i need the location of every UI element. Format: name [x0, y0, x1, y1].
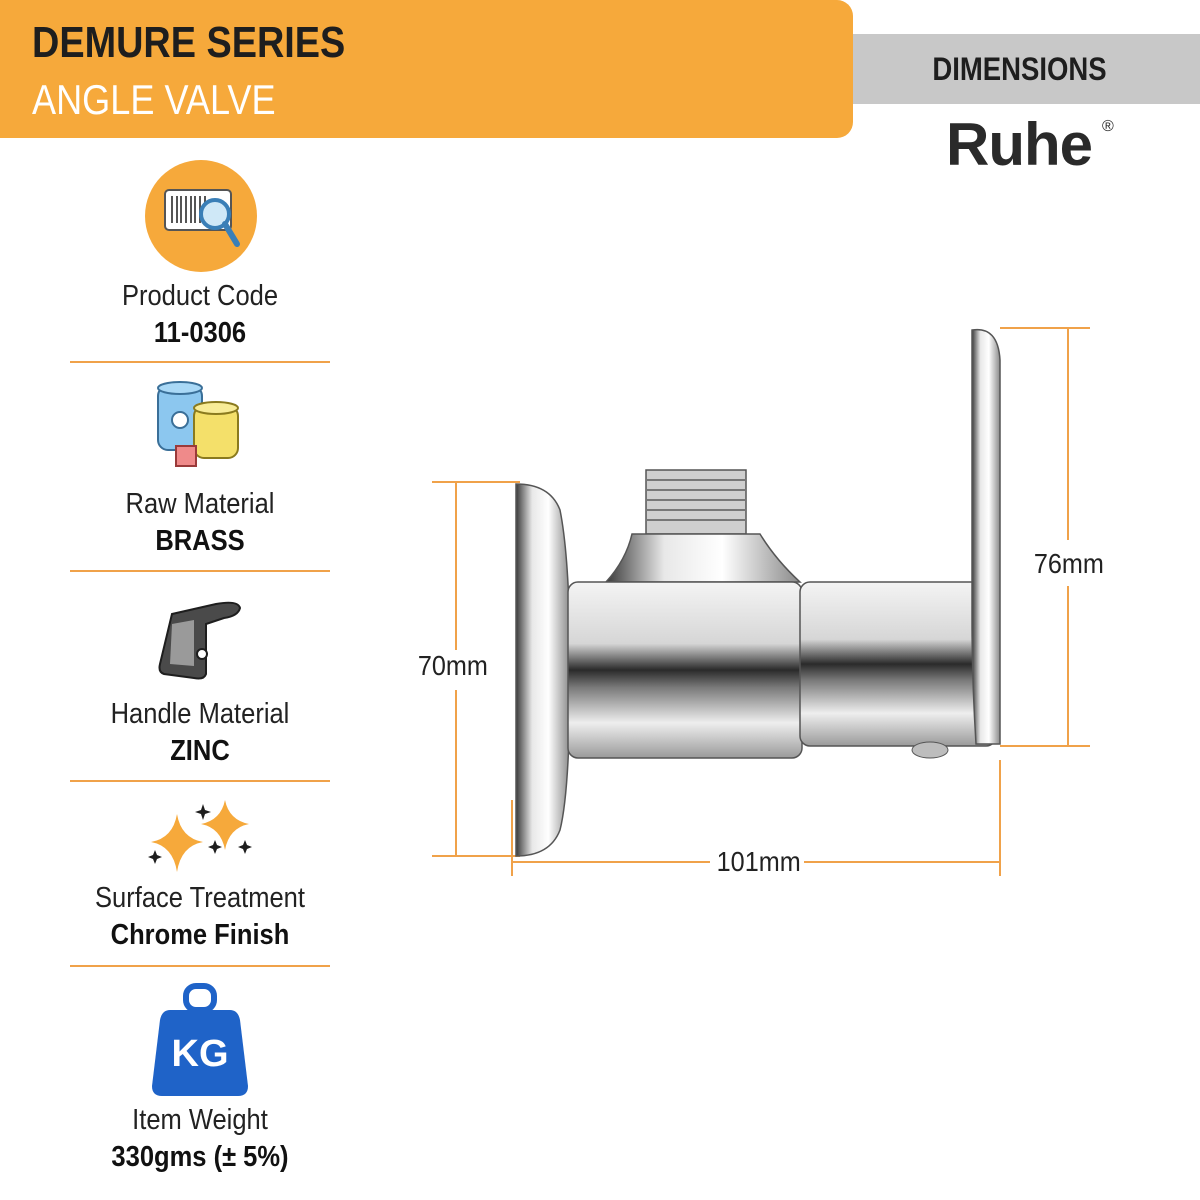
spec-value: 11-0306	[153, 317, 247, 349]
spec-label: Handle Material	[110, 698, 290, 730]
spec-label: Surface Treatment	[95, 882, 305, 914]
brand-registered-mark: ®	[1102, 118, 1114, 135]
weight-kg-text: KG	[171, 1033, 229, 1075]
spec-raw-material	[70, 488, 330, 558]
divider	[70, 361, 330, 363]
dimensions-label: DIMENSIONS	[932, 51, 1107, 87]
spec-label: Item Weight	[132, 1104, 268, 1136]
spec-label: Raw Material	[125, 488, 275, 520]
spec-value: BRASS	[155, 525, 245, 557]
dimension-handle-height: 76mm	[1033, 548, 1104, 579]
spec-value: Chrome Finish	[110, 919, 290, 951]
spec-surface-treatment	[70, 882, 330, 952]
dimension-flange-height: 70mm	[417, 650, 488, 681]
dimensions-band	[853, 34, 1200, 104]
angle-valve-illustration	[417, 320, 1120, 885]
divider	[70, 570, 330, 572]
divider	[70, 780, 330, 782]
weight-kg-icon	[150, 982, 250, 1103]
spec-label: Product Code	[121, 280, 279, 312]
spec-item-weight	[70, 1104, 330, 1174]
dimension-length: 101mm	[716, 846, 801, 877]
material-drums-icon	[152, 376, 248, 477]
spec-product-code	[70, 280, 330, 350]
product-type: ANGLE VALVE	[32, 76, 276, 123]
brand-logo: Ruhe	[946, 111, 1092, 178]
spec-value: ZINC	[170, 735, 230, 767]
series-title: DEMURE SERIES	[32, 18, 346, 67]
barcode-search-icon	[145, 160, 257, 277]
sparkle-icon	[145, 796, 257, 881]
spec-value: 330gms (± 5%)	[111, 1141, 289, 1173]
spec-handle-material	[70, 698, 330, 768]
header-band	[0, 0, 853, 138]
divider	[70, 965, 330, 967]
handle-icon	[154, 594, 246, 687]
